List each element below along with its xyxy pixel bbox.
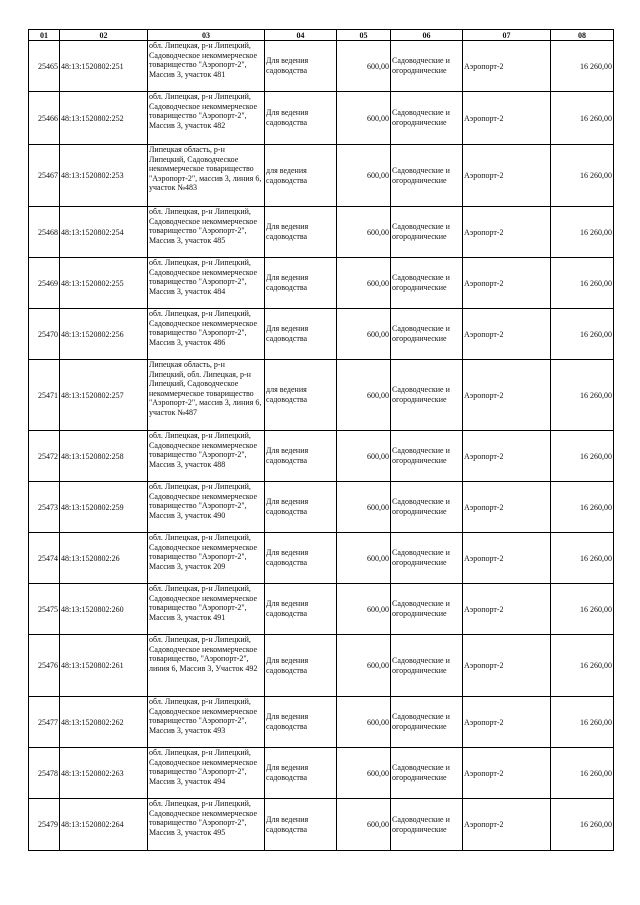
permitted-use-cell: Для ведения садоводства [265,482,337,533]
address-cell [148,207,265,258]
address-cell [148,309,265,360]
address-text: обл. Липецкая, р-н Липецкий, Садоводческое некоммерческое товарищество "Аэропорт-2", Массив 3, участок 484 [149,258,258,296]
partnership-name-cell: Аэропорт-2 [463,799,551,851]
record-number-cell: 25467 [29,145,60,207]
address-cell [148,360,265,431]
address-text: обл. Липецкая, р-н Липецкий, Садоводческое некоммерческое товарищество "Аэропорт-2", Массив 3, участок 494 [149,748,258,786]
cadastral-value-cell: 16 260,00 [551,635,614,697]
table-row [29,635,614,697]
permitted-use-cell: для ведения садоводства [265,360,337,431]
cadastral-value-cell: 16 260,00 [551,360,614,431]
permitted-use-cell: Для ведения садоводства [265,635,337,697]
cadastral-value-cell: 16 260,00 [551,145,614,207]
table-header-row [29,30,614,41]
cadastral-value-cell: 16 260,00 [551,533,614,584]
table-row [29,41,614,92]
column-header: 01 [29,30,60,41]
permitted-use-cell: Для ведения садоводства [265,584,337,635]
record-number-cell: 25477 [29,697,60,748]
table-row [29,92,614,145]
cadastral-value-cell: 16 260,00 [551,258,614,309]
address-cell [148,584,265,635]
cadastral-value-cell: 16 260,00 [551,431,614,482]
table-row [29,360,614,431]
cadastral-number-cell: 48:13:1520802:26 [60,533,148,584]
cadastral-number-cell: 48:13:1520802:257 [60,360,148,431]
table-row [29,207,614,258]
column-header: 06 [391,30,463,41]
partnership-name-cell: Аэропорт-2 [463,207,551,258]
area-cell: 600,00 [337,482,391,533]
area-cell: 600,00 [337,360,391,431]
cadastral-value-cell: 16 260,00 [551,482,614,533]
address-text: Липецкая область, р-н Липецкий, Садоводческое некоммерческое товарищество "Аэропорт-2", массив 3, линия 6, участок №483 [149,145,262,193]
address-cell [148,799,265,851]
partnership-name-cell: Аэропорт-2 [463,748,551,799]
partnership-name-cell: Аэропорт-2 [463,533,551,584]
land-category-cell: Садоводческие и огороднические [391,584,463,635]
address-text: обл. Липецкая, р-н Липецкий, Садоводческое некоммерческое товарищество "Аэропорт-2", Массив 3, участок 488 [149,431,258,469]
cadastral-value-cell: 16 260,00 [551,309,614,360]
land-category-cell: Садоводческие и огороднические [391,748,463,799]
column-header: 05 [337,30,391,41]
cadastral-value-cell: 16 260,00 [551,92,614,145]
address-text: обл. Липецкая, р-н Липецкий, Садоводческое некоммерческое товарищество "Аэропорт-2", Массив 3, участок 486 [149,309,258,347]
area-cell: 600,00 [337,748,391,799]
area-cell: 600,00 [337,92,391,145]
partnership-name-cell: Аэропорт-2 [463,309,551,360]
address-cell [148,748,265,799]
land-plots-table [28,29,614,851]
land-category-cell: Садоводческие и огороднические [391,145,463,207]
land-category-cell: Садоводческие и огороднические [391,697,463,748]
partnership-name-cell: Аэропорт-2 [463,41,551,92]
table-body [29,41,614,851]
column-header: 02 [60,30,148,41]
permitted-use-cell: Для ведения садоводства [265,697,337,748]
cadastral-number-cell: 48:13:1520802:261 [60,635,148,697]
record-number-cell: 25466 [29,92,60,145]
permitted-use-cell: Для ведения садоводства [265,799,337,851]
cadastral-value-cell: 16 260,00 [551,41,614,92]
partnership-name-cell: Аэропорт-2 [463,697,551,748]
column-header: 07 [463,30,551,41]
land-category-cell: Садоводческие и огороднические [391,41,463,92]
record-number-cell: 25479 [29,799,60,851]
record-number-cell: 25471 [29,360,60,431]
land-category-cell: Садоводческие и огороднические [391,635,463,697]
address-cell [148,41,265,92]
land-category-cell: Садоводческие и огороднические [391,309,463,360]
partnership-name-cell: Аэропорт-2 [463,92,551,145]
record-number-cell: 25473 [29,482,60,533]
table-row [29,482,614,533]
partnership-name-cell: Аэропорт-2 [463,360,551,431]
record-number-cell: 25465 [29,41,60,92]
land-category-cell: Садоводческие и огороднические [391,207,463,258]
permitted-use-cell: для ведения садоводства [265,145,337,207]
record-number-cell: 25478 [29,748,60,799]
address-text: обл. Липецкая, р-н Липецкий, Садоводческое некоммерческое товарищество "Аэропорт-2", Массив 3, участок 491 [149,584,258,622]
address-text: обл. Липецкая, р-н Липецкий, Садоводческое некоммерческое товарищество "Аэропорт-2", Массив 3, участок 481 [149,41,258,79]
cadastral-value-cell: 16 260,00 [551,697,614,748]
land-category-cell: Садоводческие и огороднические [391,431,463,482]
cadastral-number-cell: 48:13:1520802:262 [60,697,148,748]
land-category-cell: Садоводческие и огороднические [391,482,463,533]
area-cell: 600,00 [337,799,391,851]
address-text: обл. Липецкая, р-н Липецкий, Садоводческое некоммерческое товарищество "Аэропорт-2", Массив 3, участок 490 [149,482,258,520]
address-cell [148,533,265,584]
column-header: 08 [551,30,614,41]
area-cell: 600,00 [337,258,391,309]
cadastral-number-cell: 48:13:1520802:251 [60,41,148,92]
area-cell: 600,00 [337,41,391,92]
address-text: обл. Липецкая, р-н Липецкий, Садоводческое некоммерческое товарищество, "Аэропорт-2", линия 6, Массив 3, Участок 492 [149,635,258,673]
record-number-cell: 25470 [29,309,60,360]
land-category-cell: Садоводческие и огороднические [391,92,463,145]
address-text: обл. Липецкая, р-н Липецкий, Садоводческое некоммерческое товарищество "Аэропорт-2", Массив 3, участок 485 [149,207,258,245]
column-header: 03 [148,30,265,41]
cadastral-number-cell: 48:13:1520802:263 [60,748,148,799]
area-cell: 600,00 [337,145,391,207]
address-text: обл. Липецкая, р-н Липецкий, Садоводческое некоммерческое товарищество "Аэропорт-2", Массив 3, участок 493 [149,697,258,735]
table-row [29,258,614,309]
cadastral-number-cell: 48:13:1520802:259 [60,482,148,533]
table-row [29,533,614,584]
address-cell [148,697,265,748]
area-cell: 600,00 [337,533,391,584]
cadastral-number-cell: 48:13:1520802:254 [60,207,148,258]
record-number-cell: 25468 [29,207,60,258]
cadastral-number-cell: 48:13:1520802:260 [60,584,148,635]
cadastral-number-cell: 48:13:1520802:252 [60,92,148,145]
column-header: 04 [265,30,337,41]
cadastral-number-cell: 48:13:1520802:258 [60,431,148,482]
permitted-use-cell: Для ведения садоводства [265,748,337,799]
document-sheet [28,29,613,851]
record-number-cell: 25474 [29,533,60,584]
cadastral-value-cell: 16 260,00 [551,207,614,258]
table-row [29,799,614,851]
partnership-name-cell: Аэропорт-2 [463,145,551,207]
record-number-cell: 25469 [29,258,60,309]
area-cell: 600,00 [337,635,391,697]
area-cell: 600,00 [337,207,391,258]
address-cell [148,258,265,309]
record-number-cell: 25472 [29,431,60,482]
land-category-cell: Садоводческие и огороднические [391,799,463,851]
area-cell: 600,00 [337,309,391,360]
table-row [29,309,614,360]
cadastral-number-cell: 48:13:1520802:256 [60,309,148,360]
partnership-name-cell: Аэропорт-2 [463,635,551,697]
cadastral-number-cell: 48:13:1520802:255 [60,258,148,309]
address-text: обл. Липецкая, р-н Липецкий, Садоводческое некоммерческое товарищество "Аэропорт-2", Массив 3, участок 209 [149,533,258,571]
cadastral-value-cell: 16 260,00 [551,799,614,851]
address-text: обл. Липецкая, р-н Липецкий, Садоводческое некоммерческое товарищество "Аэропорт-2", Массив 3, участок 495 [149,799,258,837]
land-category-cell: Садоводческие и огороднические [391,533,463,584]
address-text: Липецкая область, р-н Липецкий, обл. Липецкая, р-н Липецкий, Садоводческое некоммерческое товарищество "Аэропорт-2", массив 3, линия 6, участок №487 [149,360,262,417]
permitted-use-cell: Для ведения садоводства [265,41,337,92]
partnership-name-cell: Аэропорт-2 [463,584,551,635]
cadastral-value-cell: 16 260,00 [551,748,614,799]
permitted-use-cell: Для ведения садоводства [265,309,337,360]
address-text: обл. Липецкая, р-н Липецкий, Садоводческое некоммерческое товарищество "Аэропорт-2", Массив 3, участок 482 [149,92,258,130]
permitted-use-cell: Для ведения садоводства [265,533,337,584]
table-row [29,431,614,482]
partnership-name-cell: Аэропорт-2 [463,431,551,482]
permitted-use-cell: Для ведения садоводства [265,92,337,145]
table-row [29,748,614,799]
cadastral-value-cell: 16 260,00 [551,584,614,635]
table-row [29,697,614,748]
address-cell [148,635,265,697]
record-number-cell: 25476 [29,635,60,697]
address-cell [148,482,265,533]
permitted-use-cell: Для ведения садоводства [265,207,337,258]
cadastral-number-cell: 48:13:1520802:264 [60,799,148,851]
table-row [29,145,614,207]
permitted-use-cell: Для ведения садоводства [265,431,337,482]
record-number-cell: 25475 [29,584,60,635]
land-category-cell: Садоводческие и огороднические [391,258,463,309]
address-cell [148,92,265,145]
permitted-use-cell: Для ведения садоводства [265,258,337,309]
table-row [29,584,614,635]
address-cell [148,431,265,482]
partnership-name-cell: Аэропорт-2 [463,482,551,533]
partnership-name-cell: Аэропорт-2 [463,258,551,309]
area-cell: 600,00 [337,431,391,482]
cadastral-number-cell: 48:13:1520802:253 [60,145,148,207]
address-cell [148,145,265,207]
area-cell: 600,00 [337,584,391,635]
area-cell: 600,00 [337,697,391,748]
land-category-cell: Садоводческие и огороднические [391,360,463,431]
